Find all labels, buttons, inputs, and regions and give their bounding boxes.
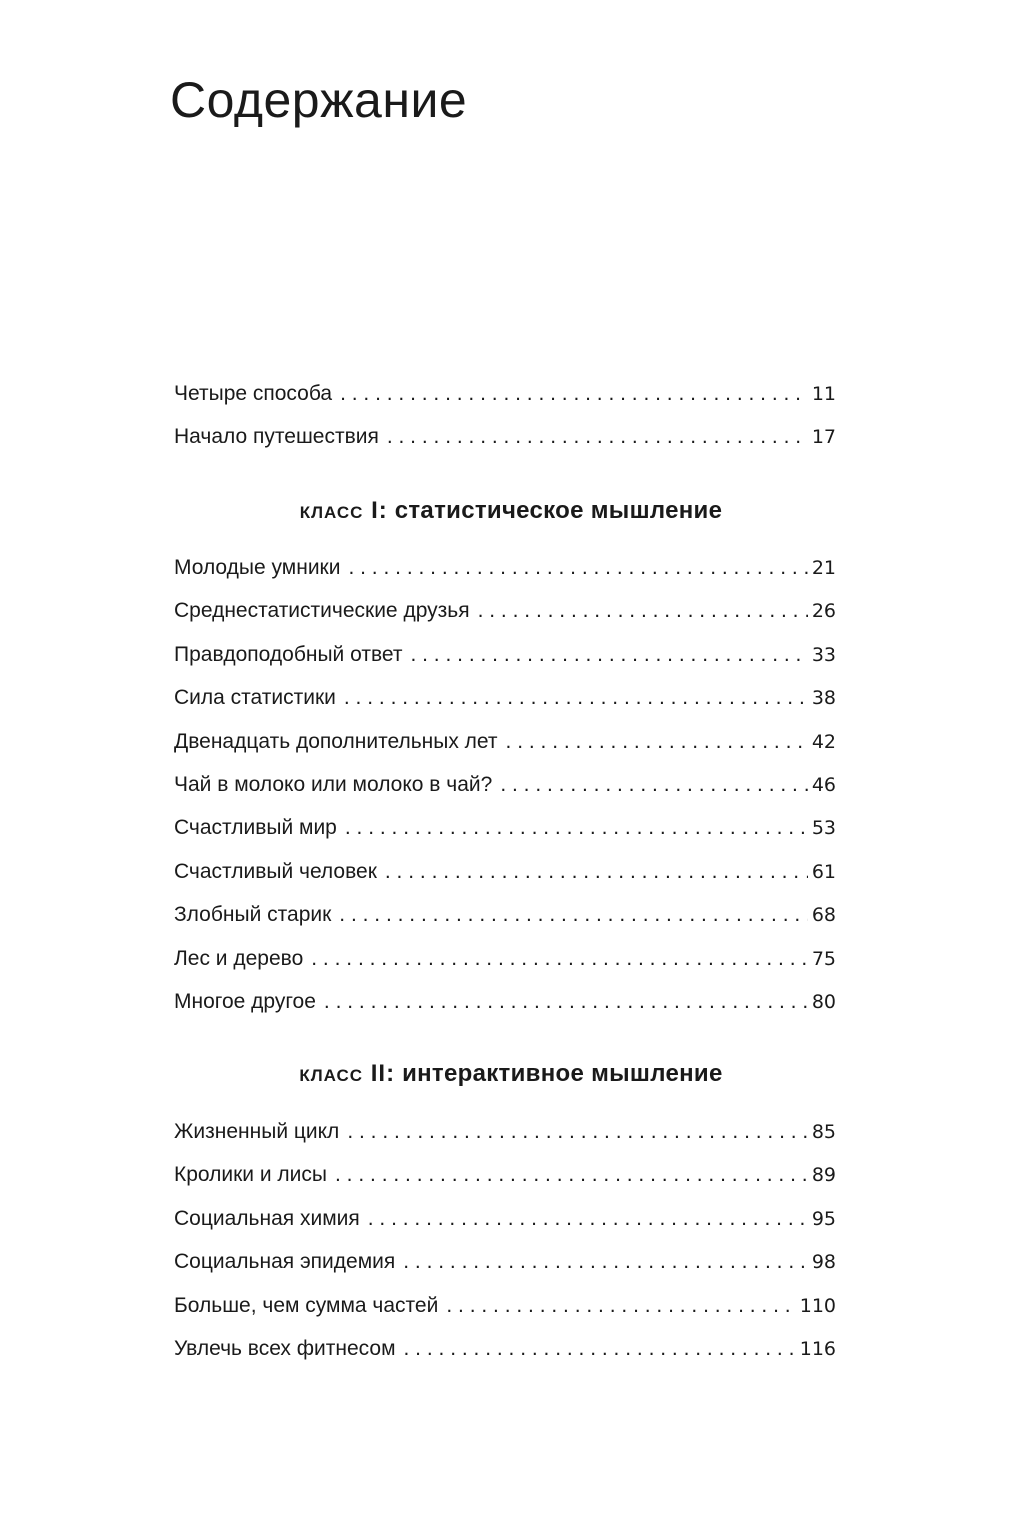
toc-entry-page: 68 — [811, 904, 836, 927]
toc-entry-title: Чай в молоко или молоко в чай? — [174, 772, 493, 796]
dot-leader — [446, 1284, 795, 1327]
page-title: Содержание — [170, 72, 468, 128]
dot-leader — [345, 806, 808, 849]
toc-entry[interactable] — [174, 1197, 836, 1240]
dot-leader — [347, 1110, 807, 1153]
toc-entry[interactable] — [174, 676, 836, 719]
toc-section-2-list — [174, 1110, 836, 1370]
toc-entry[interactable] — [174, 633, 836, 676]
toc-entry[interactable] — [174, 980, 836, 1023]
toc-entry-title: Многое другое — [174, 989, 316, 1013]
toc-entry-title: Двенадцать дополнительных лет — [174, 729, 498, 753]
toc-entry-title: Социальная эпидемия — [174, 1250, 396, 1274]
toc-entry-title: Злобный старик — [174, 903, 332, 927]
dot-leader — [340, 372, 808, 415]
toc-entry[interactable] — [174, 546, 836, 589]
section-label: класс II: — [299, 1060, 396, 1087]
dot-leader — [478, 589, 808, 632]
dot-leader — [506, 720, 808, 763]
section-title: интерактивное мышление — [402, 1060, 723, 1087]
section-title: статистическое мышление — [394, 497, 723, 524]
toc-entry-page: 98 — [811, 1251, 836, 1274]
section-heading-class-1 — [0, 496, 1022, 526]
toc-entry-page: 61 — [811, 860, 836, 883]
dot-leader — [500, 763, 807, 806]
section-heading-class-2 — [0, 1059, 1022, 1089]
toc-entry-title: Лес и дерево — [174, 946, 304, 970]
dot-leader — [404, 1327, 796, 1370]
dot-leader — [324, 980, 808, 1023]
toc-entry-title: Молодые умники — [174, 556, 341, 579]
toc-entry[interactable] — [174, 937, 836, 980]
toc-entry-page: 116 — [799, 1337, 836, 1360]
toc-entry[interactable] — [174, 1240, 836, 1283]
toc-entry-title: Кролики и лисы — [174, 1163, 328, 1187]
toc-entry-page: 75 — [811, 947, 836, 970]
toc-entry[interactable] — [174, 1110, 836, 1153]
toc-entry[interactable] — [174, 1153, 836, 1196]
toc-entry-title: Правдоподобный ответ — [174, 642, 403, 666]
toc-entry-page: 46 — [811, 773, 836, 796]
toc-entry-page: 80 — [811, 990, 836, 1013]
dot-leader — [403, 1240, 808, 1283]
toc-entry-title: Социальная химия — [174, 1206, 360, 1230]
toc-entry-title: Жизненный цикл — [174, 1120, 340, 1143]
dot-leader — [387, 415, 808, 458]
toc-entry-page: 38 — [811, 687, 836, 710]
toc-entry-page: 26 — [811, 600, 836, 623]
toc-entry[interactable] — [174, 806, 836, 849]
toc-entry-title: Увлечь всех фитнесом — [174, 1336, 396, 1360]
toc-entry-title: Счастливый человек — [174, 859, 377, 883]
section-label: класс I: — [299, 497, 388, 524]
toc-entry-page: 42 — [811, 730, 836, 753]
toc-entry[interactable] — [174, 763, 836, 806]
dot-leader — [344, 676, 808, 719]
toc-entry-title: Среднестатистические друзья — [174, 599, 470, 623]
dot-leader — [311, 937, 808, 980]
toc-entry[interactable] — [174, 372, 836, 415]
toc-entry-title: Больше, чем сумма частей — [174, 1293, 439, 1317]
toc-intro-list — [174, 372, 836, 459]
toc-entry-title: Сила статистики — [174, 686, 336, 710]
toc-entry[interactable] — [174, 1284, 836, 1327]
dot-leader — [368, 1197, 808, 1240]
dot-leader — [410, 633, 807, 676]
toc-entry-page: 53 — [811, 817, 836, 840]
dot-leader — [385, 850, 808, 893]
toc-entry[interactable] — [174, 1327, 836, 1370]
toc-entry-page: 85 — [811, 1121, 836, 1143]
dot-leader — [348, 546, 807, 589]
dot-leader — [339, 893, 808, 936]
toc-entry[interactable] — [174, 850, 836, 893]
toc-entry-page: 89 — [811, 1164, 836, 1187]
toc-entry-page: 21 — [811, 557, 836, 579]
toc-entry-page: 17 — [811, 426, 836, 449]
dot-leader — [335, 1153, 808, 1196]
toc-section-1-list — [174, 546, 836, 1023]
toc-entry-page: 110 — [799, 1294, 836, 1317]
toc-entry[interactable] — [174, 893, 836, 936]
toc-entry[interactable] — [174, 415, 836, 458]
toc-entry-title: Четыре способа — [174, 382, 333, 405]
toc-entry-page: 33 — [811, 643, 836, 666]
toc-entry-title: Счастливый мир — [174, 816, 337, 840]
toc-entry-page: 95 — [811, 1207, 836, 1230]
toc-entry-page: 11 — [811, 383, 836, 405]
toc-entry-title: Начало путешествия — [174, 425, 379, 449]
toc-entry[interactable] — [174, 720, 836, 763]
toc-entry[interactable] — [174, 589, 836, 632]
